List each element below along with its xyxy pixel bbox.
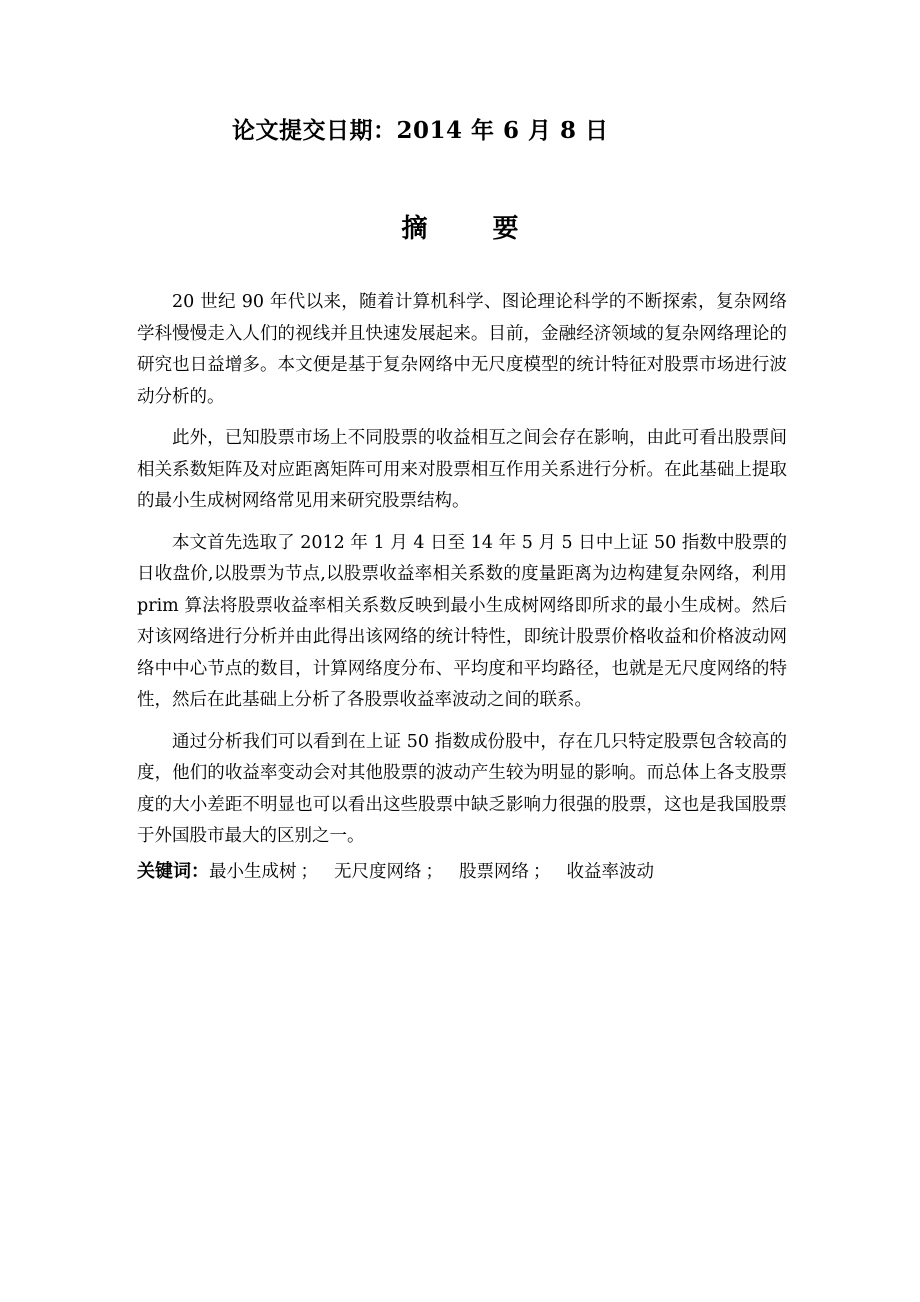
abstract-heading: 摘 要	[401, 214, 547, 244]
abstract-paragraph-1: 20 世纪 90 年代以来，随着计算机科学、图论理论科学的不断探索，复杂网络学科慢慢走入人们的视线并且快速发展起来。目前，金融经济领域的复杂网络理论的研究也日益增多。本文便是基于复杂网络中无尺度模型的统计特征对股票市场进行波动分析的。	[137, 292, 787, 407]
keywords-label: 关键词：	[137, 861, 209, 882]
abstract-paragraph-2: 此外，已知股票市场上不同股票的收益相互之间会存在影响，由此可看出股票间相关系数矩阵及对应距离矩阵可用来对股票相互作用关系进行分析。在此基础上提取的最小生成树网络常见用来研究股票结构。	[137, 428, 787, 511]
keyword-separator: ；	[300, 862, 318, 882]
keyword-4: 收益率波动	[566, 862, 654, 882]
abstract-paragraph-3: 本文首先选取了 2012 年 1 月 4 日至 14 年 5 月 5 日中上证 50 指数中股票的日收盘价,以股票为节点,以股票收益率相关系数的度量距离为边构建复杂网络，利用 prim 算法将股票收益率相关系数反映到最小生成树网络即所求的最小生成树。然后对该网络进行分析并由此得出该网络的统计特性，即统计股票价格收益和价格波动网络中中心节点的数目，计算网络度分布、平均度和平均路径，也就是无尺度网络的特性，然后在此基础上分析了各股票收益率波动之间的联系。	[137, 532, 787, 710]
keyword-separator: ；	[533, 862, 551, 882]
keyword-1: 最小生成树	[209, 862, 297, 882]
abstract-body	[137, 287, 787, 863]
keyword-separator: ；	[425, 862, 443, 882]
abstract-paragraph-4: 通过分析我们可以看到在上证 50 指数成份股中，存在几只特定股票包含较高的度，他们的收益率变动会对其他股票的波动产生较为明显的影响。而总体上各支股票度的大小差距不明显也可以看出这些股票中缺乏影响力很强的股票，这也是我国股票于外国股市最大的区别之一。	[137, 731, 787, 846]
submission-date: 论文提交日期：2014 年 6 月 8 日	[232, 117, 609, 144]
keyword-3: 股票网络	[459, 862, 529, 882]
keyword-2: 无尺度网络	[334, 862, 422, 882]
keywords-line	[137, 857, 658, 883]
